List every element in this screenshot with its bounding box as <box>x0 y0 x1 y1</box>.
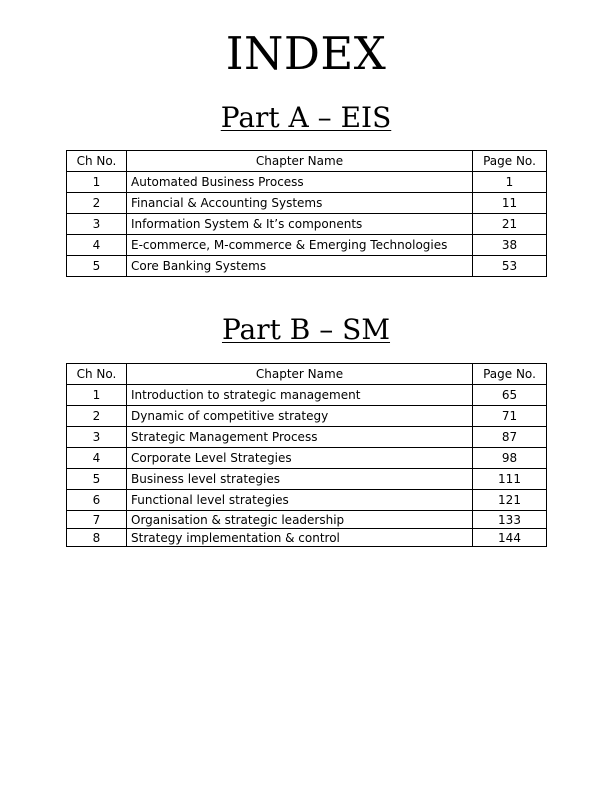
column-header-chapter-name: Chapter Name <box>127 364 473 385</box>
chapter-number: 2 <box>67 406 127 427</box>
table-row <box>67 256 547 277</box>
chapter-number: 1 <box>67 172 127 193</box>
table-header-row <box>67 364 547 385</box>
column-header-page-no: Page No. <box>473 364 547 385</box>
chapter-number: 4 <box>67 448 127 469</box>
page-number: 11 <box>473 193 547 214</box>
page-number: 121 <box>473 490 547 511</box>
page-number: 144 <box>473 529 547 547</box>
chapter-name: Introduction to strategic management <box>127 385 473 406</box>
page-number: 53 <box>473 256 547 277</box>
chapter-name: Business level strategies <box>127 469 473 490</box>
table-row <box>67 529 547 547</box>
table-row <box>67 235 547 256</box>
chapter-number: 4 <box>67 235 127 256</box>
column-header-ch-no: Ch No. <box>67 364 127 385</box>
table-row <box>67 490 547 511</box>
page-title: INDEX <box>225 27 387 80</box>
table-row <box>67 193 547 214</box>
part-a-heading-text: Part A – EIS <box>220 101 392 134</box>
page-number: 133 <box>473 511 547 529</box>
table-row <box>67 469 547 490</box>
chapter-number: 2 <box>67 193 127 214</box>
page-number: 65 <box>473 385 547 406</box>
chapter-name: Automated Business Process <box>127 172 473 193</box>
chapter-name: Information System & It’s components <box>127 214 473 235</box>
page-number: 111 <box>473 469 547 490</box>
chapter-number: 3 <box>67 214 127 235</box>
column-header-page-no: Page No. <box>473 151 547 172</box>
page-number: 1 <box>473 172 547 193</box>
column-header-chapter-name: Chapter Name <box>127 151 473 172</box>
part-a-heading <box>0 100 612 136</box>
chapter-number: 5 <box>67 256 127 277</box>
chapter-number: 8 <box>67 529 127 547</box>
table-row <box>67 214 547 235</box>
chapter-name: Organisation & strategic leadership <box>127 511 473 529</box>
chapter-number: 5 <box>67 469 127 490</box>
table-row <box>67 427 547 448</box>
page-number: 98 <box>473 448 547 469</box>
page-number: 71 <box>473 406 547 427</box>
chapter-number: 3 <box>67 427 127 448</box>
table-header-row <box>67 151 547 172</box>
part-b-heading <box>0 312 612 348</box>
page-number: 38 <box>473 235 547 256</box>
table-row <box>67 448 547 469</box>
chapter-name: Corporate Level Strategies <box>127 448 473 469</box>
column-header-ch-no: Ch No. <box>67 151 127 172</box>
chapter-name: Dynamic of competitive strategy <box>127 406 473 427</box>
chapter-number: 7 <box>67 511 127 529</box>
chapter-number: 6 <box>67 490 127 511</box>
table-row <box>67 511 547 529</box>
part-b-table <box>66 363 547 547</box>
part-a-table <box>66 150 547 277</box>
chapter-name: Core Banking Systems <box>127 256 473 277</box>
chapter-name: Strategic Management Process <box>127 427 473 448</box>
table-row <box>67 406 547 427</box>
page-number: 87 <box>473 427 547 448</box>
chapter-name: Strategy implementation & control <box>127 529 473 547</box>
table-row <box>67 172 547 193</box>
chapter-name: Financial & Accounting Systems <box>127 193 473 214</box>
chapter-name: E-commerce, M-commerce & Emerging Technologies <box>127 235 473 256</box>
chapter-number: 1 <box>67 385 127 406</box>
table-row <box>67 385 547 406</box>
part-b-heading-text: Part B – SM <box>221 313 391 346</box>
chapter-name: Functional level strategies <box>127 490 473 511</box>
page-number: 21 <box>473 214 547 235</box>
